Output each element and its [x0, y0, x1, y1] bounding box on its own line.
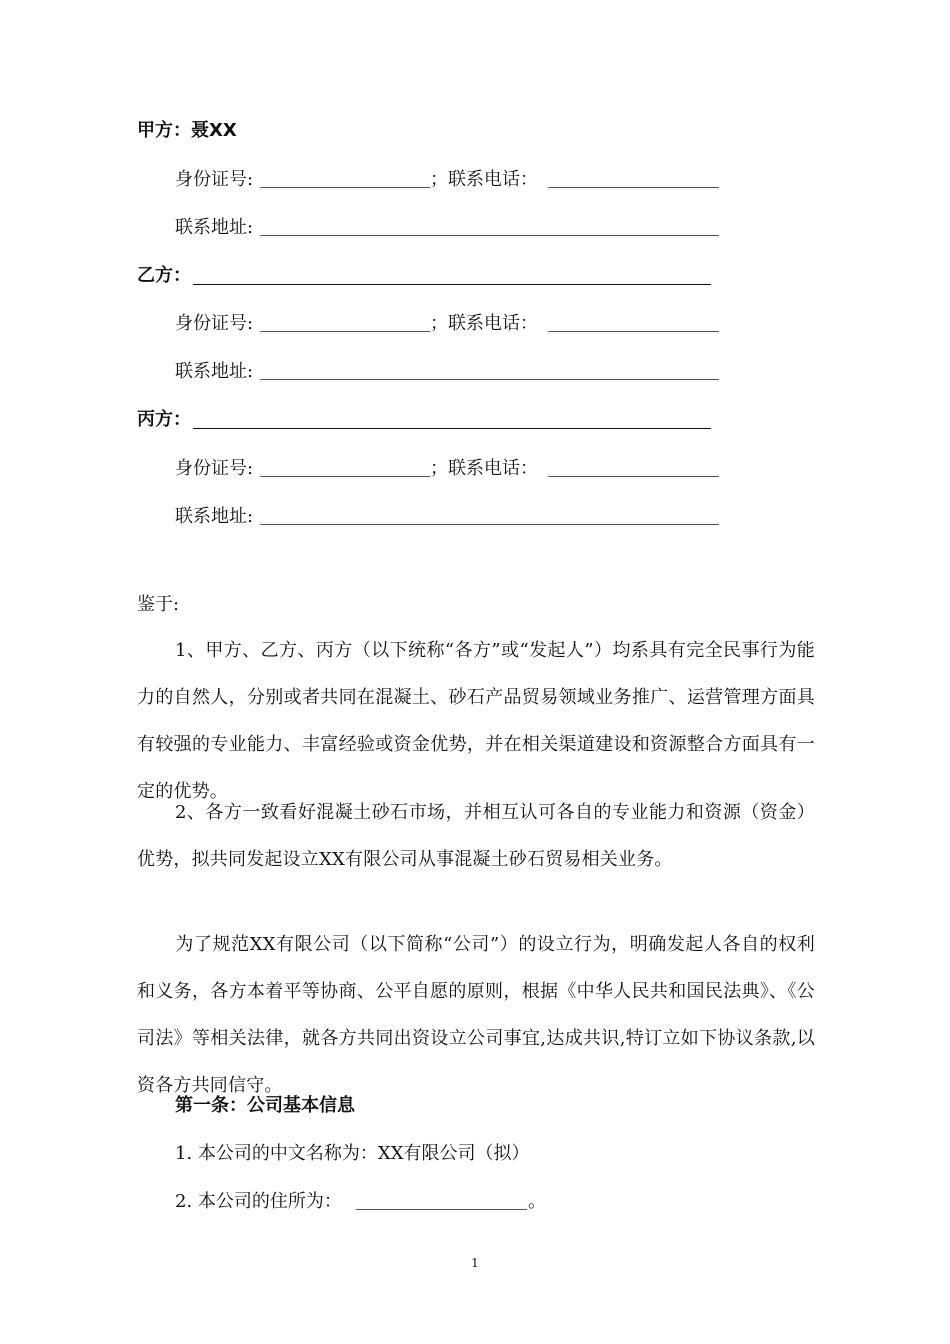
party-b-id-label: 身份证号: — [175, 313, 254, 334]
party-c-id-blank — [260, 476, 430, 477]
article-1-item-1: 1. 本公司的中文名称为：XX有限公司（拟） — [175, 1143, 530, 1164]
party-a-heading — [137, 122, 237, 140]
party-b-address-blank — [260, 379, 719, 380]
party-a-id-label: 身份证号: — [175, 169, 254, 190]
article-1-address-blank — [356, 1209, 527, 1210]
whereas-clause-1-text: 1、甲方、乙方、丙方（以下统称“各方”或“发起人”）均系具有完全民事行为能力的自然人，分别或者共同在混凝土、砂石产品贸易领域业务推广、运营管理方面具有较强的专业能力、丰富经验或资金优势，并在相关渠道建设和资源整合方面具有一定的优势。 — [137, 640, 815, 802]
party-b-phone-blank — [548, 331, 719, 332]
party-c-address-label: 联系地址: — [175, 506, 254, 527]
party-c-phone-label: ；联系电话： — [430, 458, 538, 479]
party-c-name-blank — [193, 428, 711, 429]
article-1-item-2-suffix: 。 — [528, 1191, 546, 1212]
party-c-label: 丙方： — [137, 409, 191, 430]
party-a-address-blank — [260, 235, 719, 236]
party-a-id-blank — [260, 187, 430, 188]
party-b-name-blank — [193, 284, 711, 285]
article-1-title: 第一条：公司基本信息 — [175, 1095, 355, 1116]
whereas-clause-1 — [137, 627, 815, 815]
purpose-paragraph — [137, 921, 815, 1109]
party-b-id-blank — [260, 331, 430, 332]
party-a-address-label: 联系地址: — [175, 217, 254, 238]
whereas-heading: 鉴于: — [137, 594, 180, 615]
party-a-phone-label: ；联系电话： — [430, 169, 538, 190]
party-a-name: 聂XX — [191, 120, 237, 141]
party-b-label: 乙方： — [137, 265, 191, 286]
party-c-id-label: 身份证号: — [175, 458, 254, 479]
whereas-clause-2-text: 2、各方一致看好混凝土砂石市场，并相互认可各自的专业能力和资源（资金）优势，拟共同发起设立XX有限公司从事混凝土砂石贸易相关业务。 — [137, 802, 815, 870]
article-1-item-2-prefix: 2. 本公司的住所为： — [175, 1191, 342, 1212]
party-b-phone-label: ；联系电话： — [430, 313, 538, 334]
party-a-label: 甲方： — [137, 120, 191, 141]
party-a-phone-blank — [548, 187, 719, 188]
party-b-address-label: 联系地址: — [175, 361, 254, 382]
party-c-address-blank — [260, 524, 719, 525]
whereas-clause-2 — [137, 789, 815, 883]
purpose-text: 为了规范XX有限公司（以下简称“公司”）的设立行为，明确发起人各自的权利和义务，各方本着平等协商、公平自愿的原则，根据《中华人民共和国民法典》、《公司法》等相关法律，就各方共同出资设立公司事宜,达成共识,特订立如下协议条款,以资各方共同信守。 — [137, 934, 815, 1096]
party-c-phone-blank — [548, 476, 719, 477]
page-number: 1 — [471, 1256, 479, 1270]
